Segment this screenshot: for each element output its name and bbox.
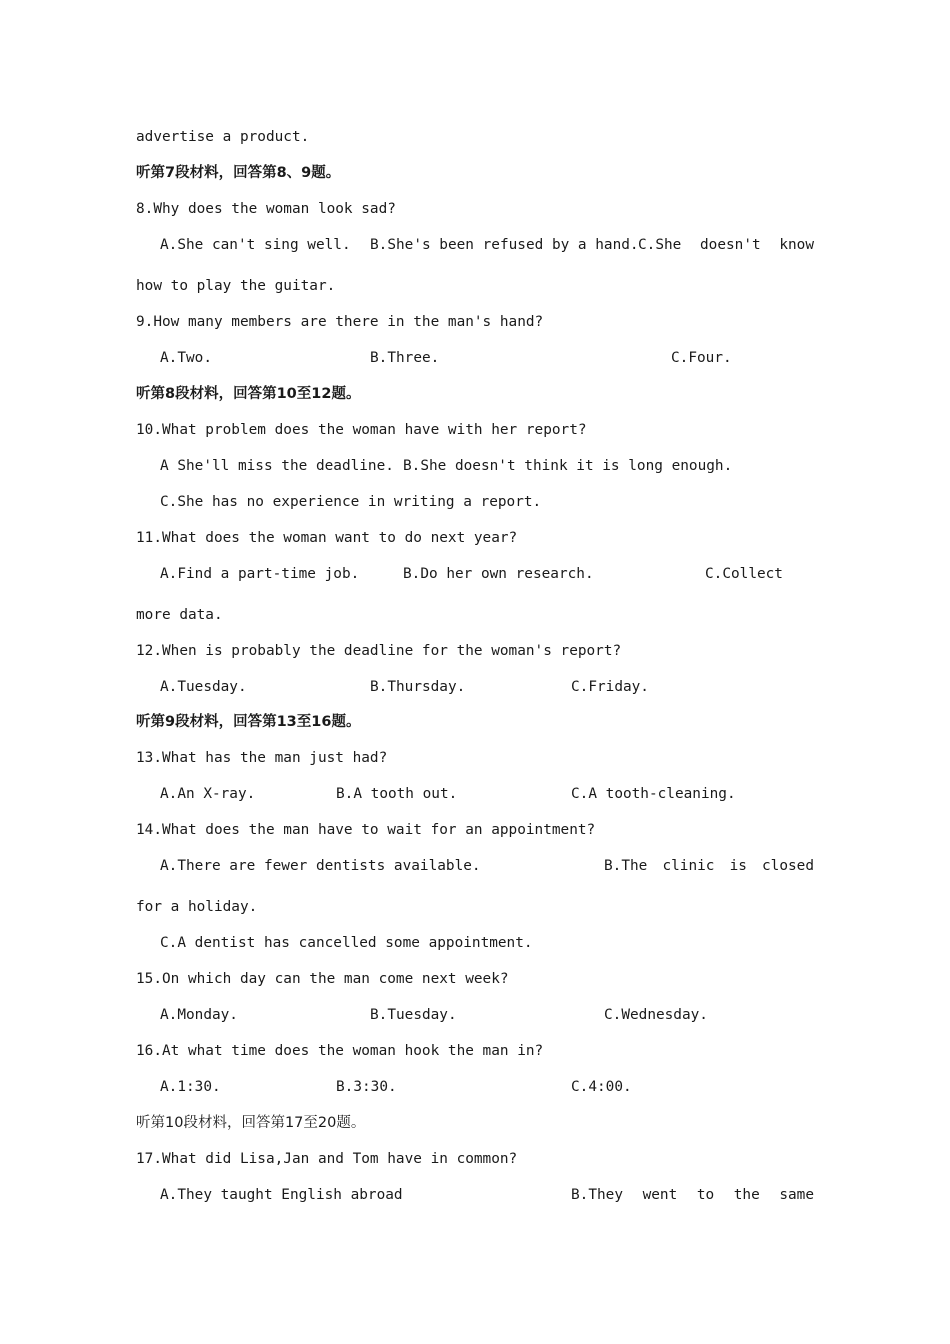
option-16b: B.3:30. [336,1079,397,1095]
option-15b: B.Tuesday. [370,1007,457,1023]
option-13b: B.A tooth out. [336,786,458,802]
option-8c-word: doesn't [700,237,761,253]
option-13c: C.A tooth-cleaning. [571,786,736,802]
option-14c: C.A dentist has cancelled some appointment. [160,935,533,951]
option-12a: A.Tuesday. [160,679,247,695]
option-14b [604,856,814,876]
option-17b-word: the [733,1187,760,1203]
option-11c: C.Collect [705,566,783,582]
question-8: 8.Why does the woman look sad? [136,201,396,217]
option-14b-word: is [729,858,747,874]
option-8c-continuation: how to play the guitar. [136,278,336,294]
section-heading-10: 听第10段材料，回答第17至20题。 [136,1115,366,1131]
question-11: 11.What does the woman want to do next year? [136,530,518,546]
continuation-text: advertise a product. [136,129,310,145]
question-17: 17.What did Lisa,Jan and Tom have in common? [136,1151,518,1167]
question-15: 15.On which day can the man come next week? [136,971,509,987]
option-11b: B.Do her own research. [403,566,594,582]
option-16a: A.1:30. [160,1079,221,1095]
option-17a: A.They taught English abroad [160,1187,403,1203]
option-9b: B.Three. [370,350,440,366]
option-14b-word: clinic [662,858,715,874]
question-12: 12.When is probably the deadline for the woman's report? [136,643,622,659]
section-heading-9: 听第9段材料，回答第13至16题。 [136,714,361,730]
question-9: 9.How many members are there in the man's hand? [136,314,544,330]
option-10b: B.She doesn't think it is long enough. [403,458,733,474]
option-14b-word: closed [762,858,814,874]
section-heading-8: 听第8段材料，回答第10至12题。 [136,386,361,402]
option-14a: A.There are fewer dentists available. [160,858,481,874]
option-15c: C.Wednesday. [604,1007,708,1023]
question-10: 10.What problem does the woman have with her report? [136,422,587,438]
option-17b-word: to [696,1187,715,1203]
option-15a: A.Monday. [160,1007,238,1023]
option-8c-word: know [779,237,814,253]
option-12b: B.Thursday. [370,679,466,695]
option-14b-word: B.The [604,858,648,874]
option-8a: A.She can't sing well. [160,237,351,253]
option-11c-continuation: more data. [136,607,223,623]
option-17b-word: same [779,1187,814,1203]
question-14: 14.What does the man have to wait for an appointment? [136,822,596,838]
option-9c: C.Four. [671,350,732,366]
option-10c: C.She has no experience in writing a report. [160,494,542,510]
question-13: 13.What has the man just had? [136,750,388,766]
option-11a: A.Find a part-time job. [160,566,360,582]
option-13a: A.An X-ray. [160,786,256,802]
option-17b-word: B.They [571,1187,623,1203]
question-16: 16.At what time does the woman hook the man in? [136,1043,544,1059]
section-heading-7: 听第7段材料，回答第8、9题。 [136,165,341,181]
option-8c [638,235,814,255]
option-17b [571,1185,814,1205]
option-8c-word: C.She [638,237,682,253]
option-16c: C.4:00. [571,1079,632,1095]
option-8b: B.She's been refused by a hand. [370,237,639,253]
option-12c: C.Friday. [571,679,649,695]
option-9a: A.Two. [160,350,212,366]
option-14b-continuation: for a holiday. [136,899,258,915]
option-10a: A She'll miss the deadline. [160,458,394,474]
option-17b-word: went [642,1187,678,1203]
